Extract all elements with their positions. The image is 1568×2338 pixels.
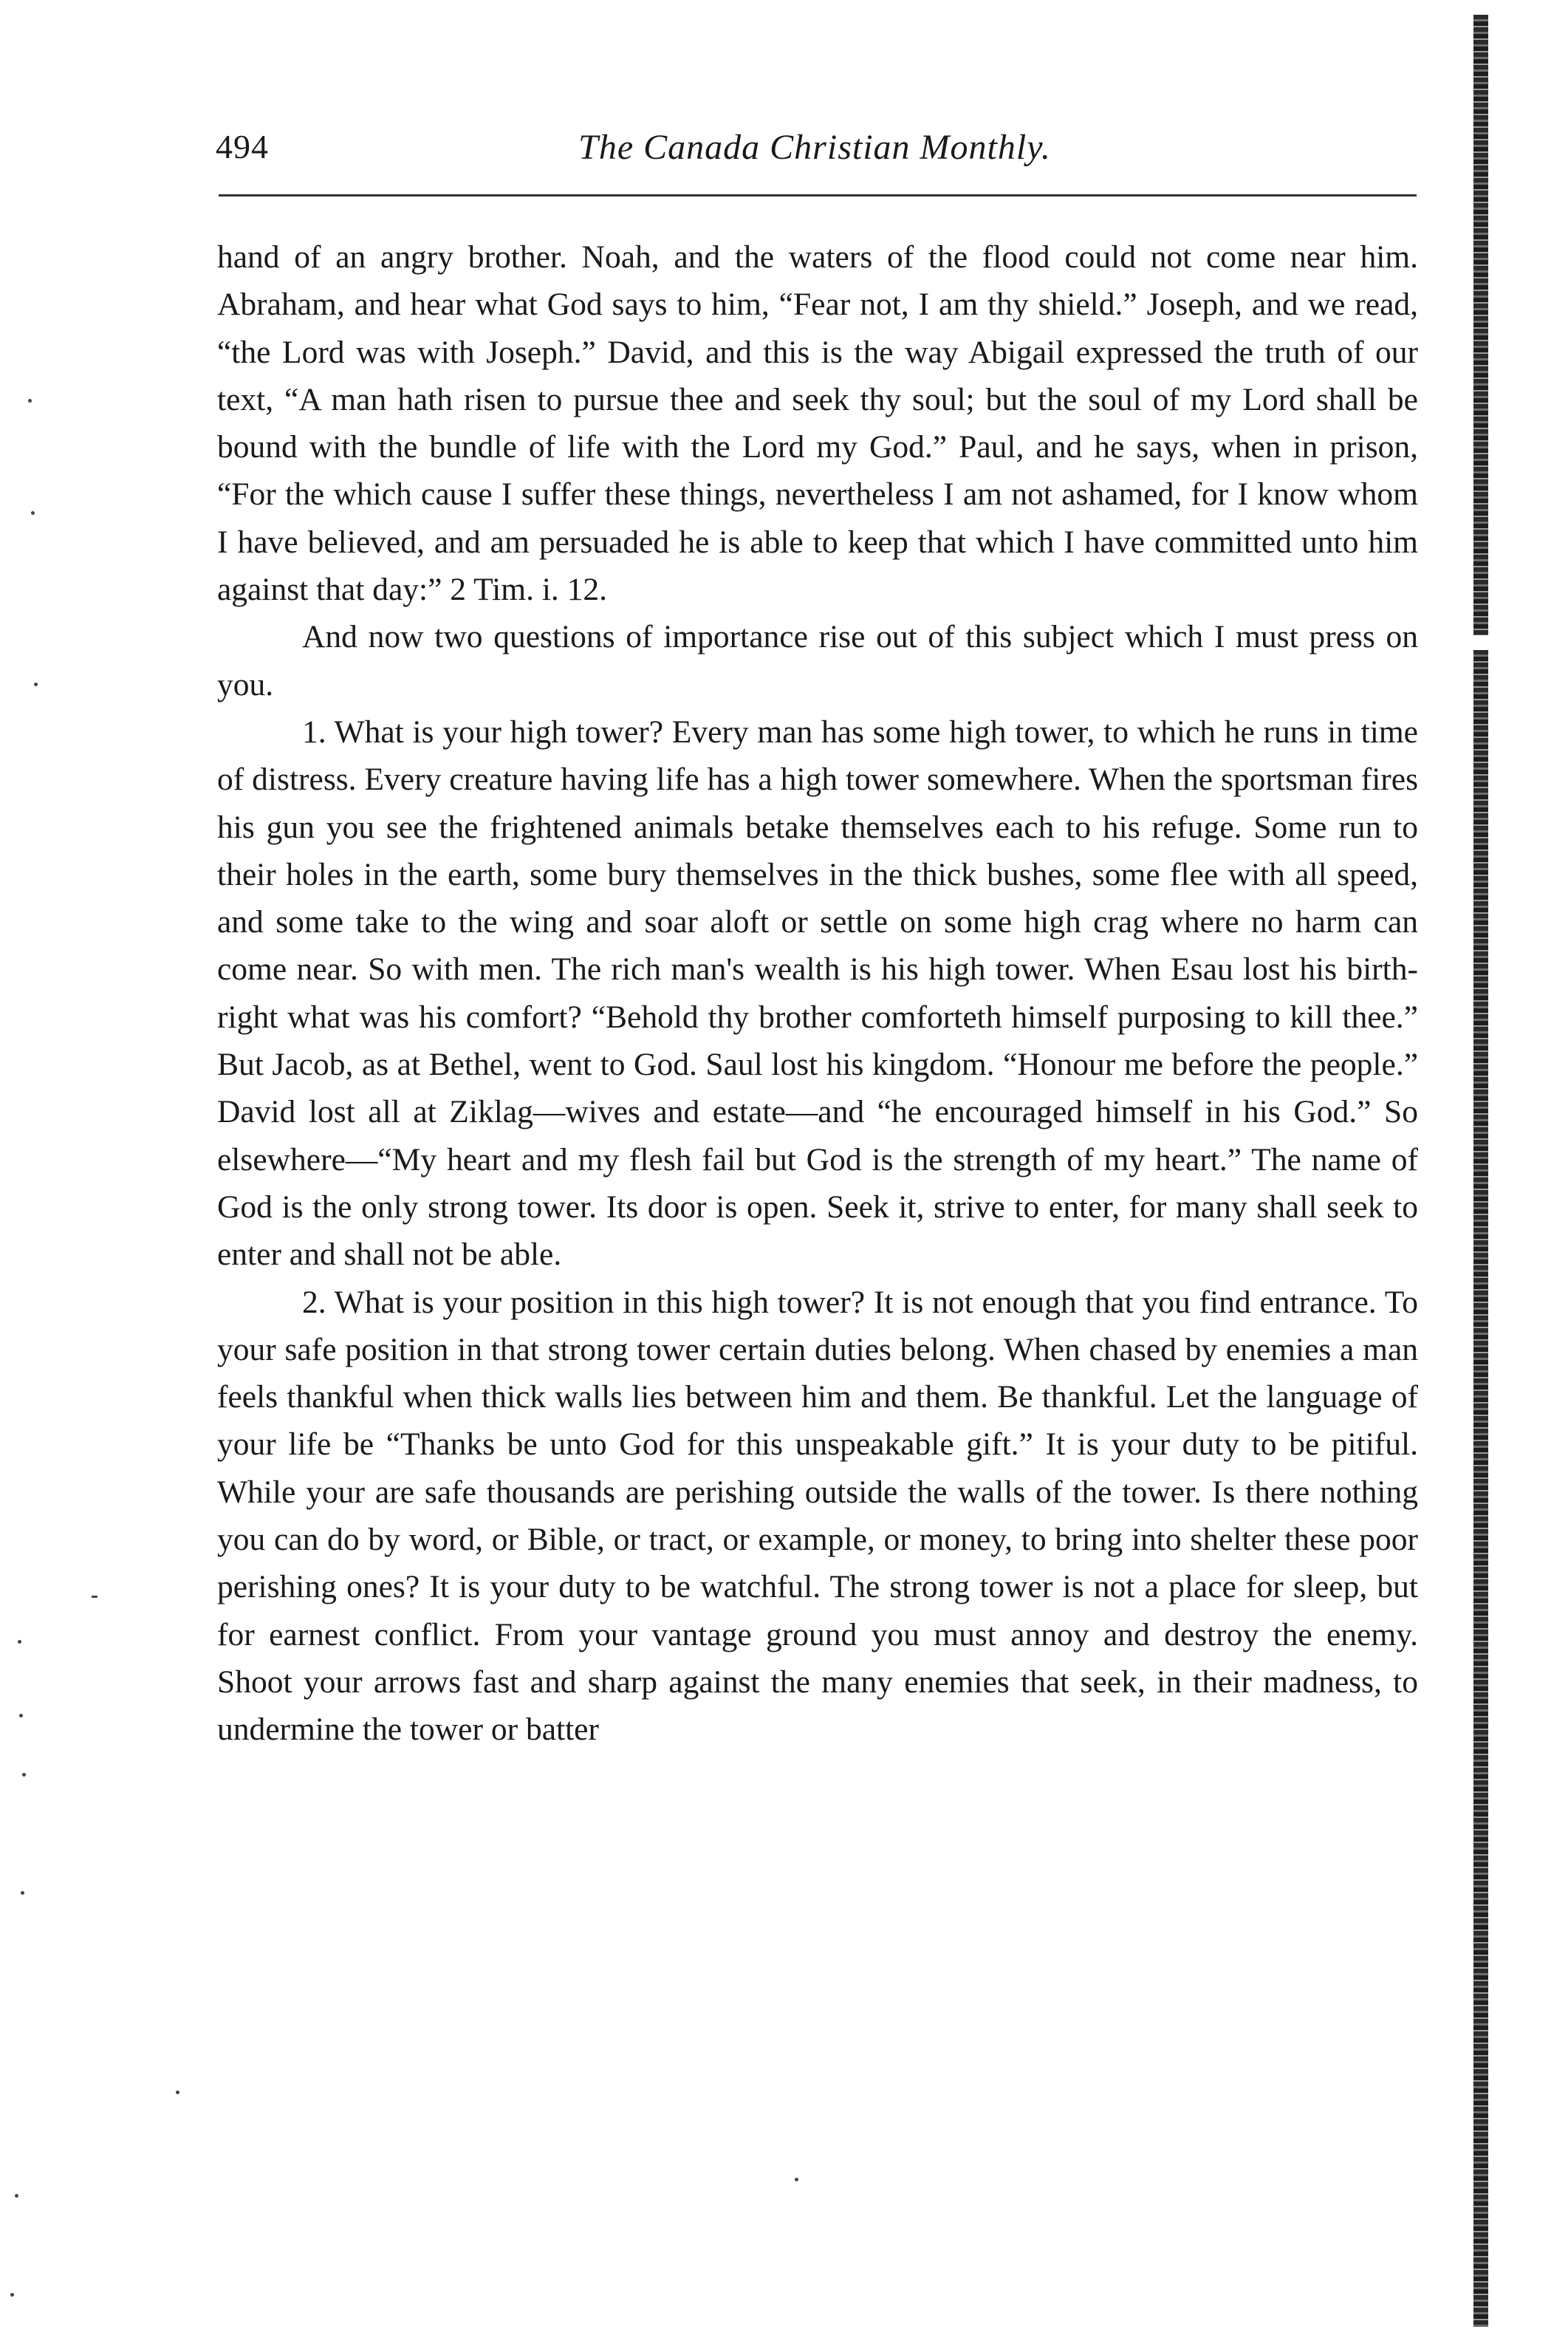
scan-speck — [31, 511, 35, 515]
page-number: 494 — [216, 128, 269, 165]
scan-speck — [92, 1596, 97, 1598]
running-title: The Canada Christian Monthly. — [578, 128, 1051, 167]
paragraph-3: 1. What is your high tower? Every man has some high tower, to which he runs in time of distress. Every creature having life has a high tower somewhere. When the sportsman fires his gun you see the frightened animals betake themselves each to his refuge. Some run to their holes in the earth, some bury themselves in the thick bushes, some flee with all speed, and some take to the wing and soar aloft or settle on some high crag where no harm can come near. So with men. The rich man's wealth is his high tower. When Esau lost his birth-right what was his comfort? “Behold thy brother comforteth himself purposing to kill thee.” But Jacob, as at Bethel, went to God. Saul lost his kingdom. “Honour me before the people.” David lost all at Ziklag—wives and estate—and “he encouraged himself in his God.” So elsewhere—“My heart and my flesh fail but God is the strength of my heart.” The name of God is the only strong tower. Its door is open. Seek it, strive to enter, for many shall seek to enter and shall not be able. — [217, 714, 1418, 1273]
scan-speck — [22, 1773, 26, 1777]
article-body — [217, 233, 1418, 1754]
header-rule — [219, 194, 1417, 196]
page-header — [216, 111, 1414, 170]
page-edge-shadow-upper — [1473, 15, 1488, 635]
scan-speck — [795, 2178, 798, 2181]
scan-speck — [15, 2194, 18, 2198]
scan-speck — [21, 1891, 24, 1895]
paragraph-4: 2. What is your position in this high tower? It is not enough that you find entrance. To your safe position in that strong tower certain duties belong. When chased by enemies a man feels thankful when thick walls lies between him and them. Be thankful. Let the language of your life be “Thanks be unto God for this unspeakable gift.” It is your duty to be pitiful. While your are safe thousands are perishing outside the walls of the tower. Is there nothing you can do by word, or Bible, or tract, or example, or money, to bring into shelter these poor perishing ones? It is your duty to be watchful. The strong tower is not a place for sleep, but for earnest conflict. From your vantage ground you must annoy and destroy the enemy. Shoot your arrows fast and sharp against the many enemies that seek, in their madness, to undermine the tower or batter — [217, 1284, 1418, 1748]
scan-speck — [34, 683, 38, 686]
paragraph-1: hand of an angry brother. Noah, and the waters of the flood could not come near him. Abraham, and hear what God says to him, “Fear not, I am thy shield.” Joseph, and we read, “the Lord was with Joseph.” David, and this is the way Abigail expressed the truth of our text, “A man hath risen to pursue thee and seek thy soul; but the soul of my Lord shall be bound with the bundle of life with the Lord my God.” Paul, and he says, when in prison, “For the which cause I suffer these things, nevertheless I am not ashamed, for I know whom I have believed, and am persuaded he is able to keep that which I have committed unto him against that day:” 2 Tim. i. 12. — [217, 239, 1418, 608]
scan-speck — [176, 2091, 179, 2094]
scan-speck — [18, 1640, 21, 1644]
scan-speck — [19, 1714, 23, 1717]
page-edge-shadow-lower — [1473, 650, 1488, 2327]
scan-speck — [10, 2293, 14, 2297]
paragraph-2: And now two questions of importance rise out of this subject which I must press on you. — [217, 619, 1418, 703]
scan-speck — [28, 399, 32, 403]
